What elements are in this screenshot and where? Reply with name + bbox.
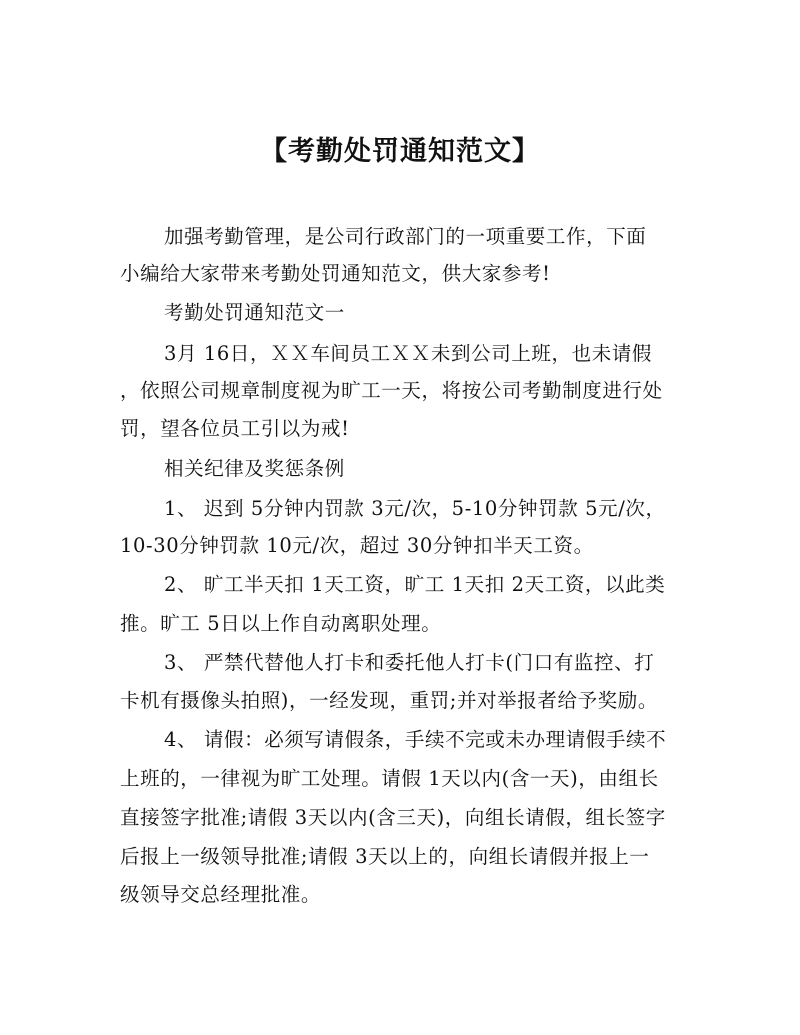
paragraph-line: 卡机有摄像头拍照)，一经发现，重罚;并对举报者给予奖励。 bbox=[120, 689, 658, 712]
paragraph-line: 相关纪律及奖惩条例 bbox=[164, 457, 345, 480]
paragraph-line: 直接签字批准;请假 3天以内(含三天)，向组长请假，组长签字 bbox=[120, 806, 666, 829]
paragraph-line: 2、 旷工半天扣 1天工资，旷工 1天扣 2天工资，以此类 bbox=[164, 573, 666, 596]
paragraph-line: 加强考勤管理，是公司行政部门的一项重要工作，下面 bbox=[164, 225, 647, 248]
document-title: 【考勤处罚通知范文】 bbox=[260, 136, 540, 167]
paragraph-line: 4、 请假：必须写请假条，手续不完或未办理请假手续不 bbox=[164, 728, 667, 751]
paragraph-line: 上班的，一律视为旷工处理。请假 1天以内(含一天)，由组长 bbox=[120, 767, 659, 790]
paragraph-line: 1、 迟到 5分钟内罚款 3元/次，5-10分钟罚款 5元/次， bbox=[164, 497, 666, 520]
paragraph-line: 级领导交总经理批准。 bbox=[120, 883, 322, 906]
paragraph-line: 罚，望各位员工引以为戒! bbox=[120, 417, 350, 440]
paragraph-line: ，依照公司规章制度视为旷工一天，将按公司考勤制度进行处 bbox=[120, 379, 663, 402]
paragraph-line: 后报上一级领导批准;请假 3天以上的，向组长请假并报上一 bbox=[120, 845, 650, 868]
paragraph-line: 推。旷工 5日以上作自动离职处理。 bbox=[120, 612, 442, 635]
paragraph-line: 10-30分钟罚款 10元/次，超过 30分钟扣半天工资。 bbox=[120, 534, 594, 557]
paragraph-line: 3月 16日，ＸＸ车间员工ＸＸ未到公司上班，也未请假 bbox=[164, 342, 653, 365]
paragraph-line: 3、 严禁代替他人打卡和委托他人打卡(门口有监控、打 bbox=[164, 651, 655, 674]
paragraph-line: 考勤处罚通知范文一 bbox=[164, 301, 345, 324]
paragraph-line: 小编给大家带来考勤处罚通知范文，供大家参考! bbox=[120, 262, 551, 285]
